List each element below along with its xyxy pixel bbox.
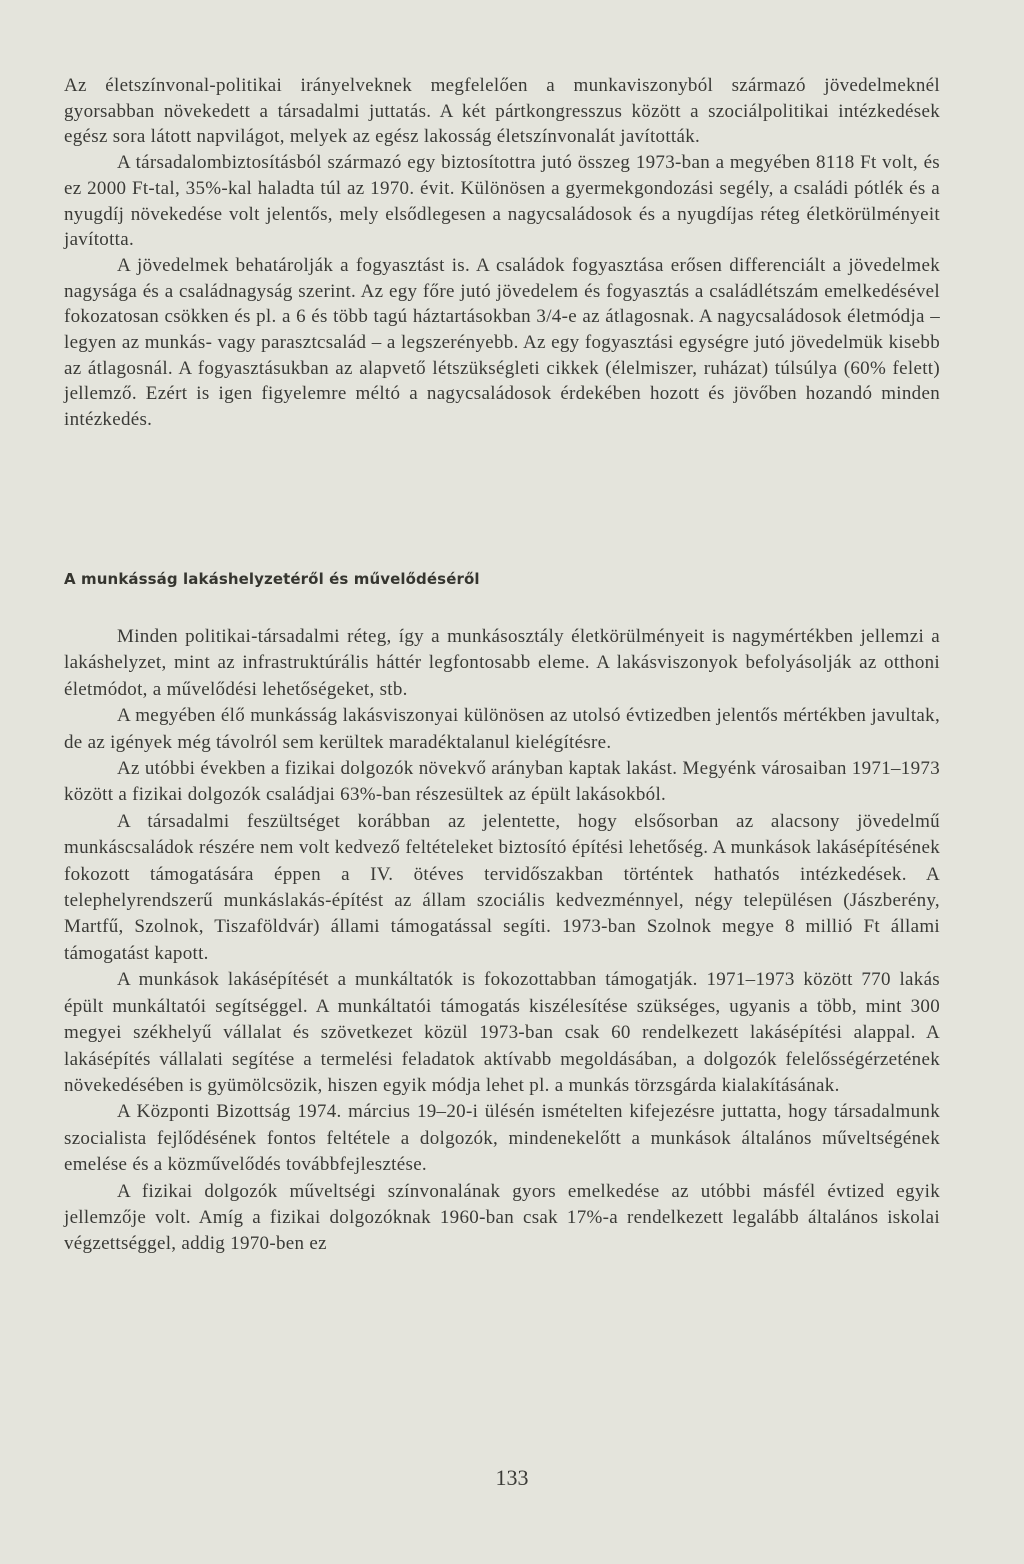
paragraph: A társadalombiztosításból származó egy biztosítottra jutó összeg 1973-ban a megyében 8118 Ft volt, és ez 2000 Ft-tal, 35%-kal haladta túl az 1970. évit. Különösen a gyermekgondozási segély, a családi pótlék és a nyugdíj növekedése volt jelentős, mely elsődlegesen a nagycsaládosok és a nyugdíjas réteg életkörülményeit javította. bbox=[64, 152, 940, 251]
paragraph: A fizikai dolgozók műveltségi színvonalának gyors emelkedése az utóbbi másfél évtized egyik jellemzője volt. Amíg a fizikai dolgozóknak 1960-ban csak 17%-a rendelkezett legalább általános iskolai végzettséggel, addig 1970-ben ez bbox=[64, 1180, 940, 1255]
section-heading: A munkásság lakáshelyzetéről és művelődéséről bbox=[64, 570, 480, 588]
paragraph: Minden politikai-társadalmi réteg, így a munkásosztály életkörülményeit is nagymértékben jellemzi a lakáshelyzet, mint az infrastruktúrális háttér legfontosabb eleme. A lakásviszonyok befolyásolják az otthoni életmódot, a művelődési lehetőségeket, stb. bbox=[64, 626, 940, 700]
paragraph: A társadalmi feszültséget korábban az jelentette, hogy elsősorban az alacsony jövedelmű munkáscsaládok részére nem volt kedvező feltételeket biztosító építési lehetőség. A munkások lakásépítésének fokozott támogatására éppen a IV. ötéves tervidőszakban történtek hathatós intézkedések. A telephelyrendszerű munkáslakás-építést az állam szociális kedvezménnyel, négy településen (Jászberény, Martfű, Szolnok, Tiszaföldvár) állami támogatással segíti. 1973-ban Szolnok megye 8 millió Ft állami támogatást kapott. bbox=[64, 810, 940, 964]
paragraph: Az életszínvonal-politikai irányelveknek megfelelően a munkaviszonyból származó jövedelmeknél gyorsabban növekedett a társadalmi juttatás. A két pártkongresszus között a szociálpolitikai intézkedések egész sora látott napvilágot, melyek az egész lakosság életszínvonalát javították. bbox=[64, 75, 940, 148]
paragraph: A jövedelmek behatárolják a fogyasztást is. A családok fogyasztása erősen differenciált a jövedelmek nagysága és a családnagyság szerint. Az egy főre jutó jövedelem és fogyasztás a családlétszám emelkedésével fokozatosan csökken és pl. a 6 és több tagú háztartásokban 3/4-e az átlagosnak. A nagycsaládosok életmódja – legyen az munkás- vagy parasztcsalád – a legszerényebb. Az egy fogyasztási egységre jutó jövedelmük kisebb az átlagosnál. A fogyasztásukban az alapvető létszükségleti cikkek (élelmiszer, ruházat) túlsúlya (60% felett) jellemző. Ezért is igen figyelemre méltó a nagycsaládosok érdekében hozott és jövőben hozandó minden intézkedés. bbox=[64, 254, 940, 431]
paragraph: A megyében élő munkásság lakásviszonyai különösen az utolsó évtizedben jelentős mértékben javultak, de az igények még távolról sem kerültek maradéktalanul kielégítésre. bbox=[64, 705, 940, 753]
paragraph: Az utóbbi években a fizikai dolgozók növekvő arányban kaptak lakást. Megyénk városaiban 1971–1973 között a fizikai dolgozók családjai 63%-ban részesültek az épült lakásokból. bbox=[64, 758, 940, 806]
page-number: 133 bbox=[495, 1465, 529, 1490]
body-text-section bbox=[64, 624, 940, 1258]
paragraph: A Központi Bizottság 1974. március 19–20-i ülésén ismételten kifejezésre juttatta, hogy társadalmunk szocialista fejlődésének fontos feltétele a dolgozók, mindenekelőtt a munkások általános műveltségének emelése és a közművelődés továbbfejlesztése. bbox=[64, 1101, 940, 1176]
body-text-top bbox=[64, 73, 940, 433]
paragraph: A munkások lakásépítését a munkáltatók is fokozottabban támogatják. 1971–1973 között 770 lakás épült munkáltatói segítséggel. A munkáltatói támogatás kiszélesítése szükséges, ugyanis a több, mint 300 megyei székhelyű vállalat és szövetkezet közül 1973-ban csak 60 rendelkezett lakásépítési alappal. A lakásépítés vállalati segítése a termelési feladatok aktívabb megoldásában, a dolgozók felelősségérzetének növekedésében is gyümölcsözik, hiszen egyik módja lehet pl. a munkás törzsgárda kialakításának. bbox=[64, 969, 940, 1096]
